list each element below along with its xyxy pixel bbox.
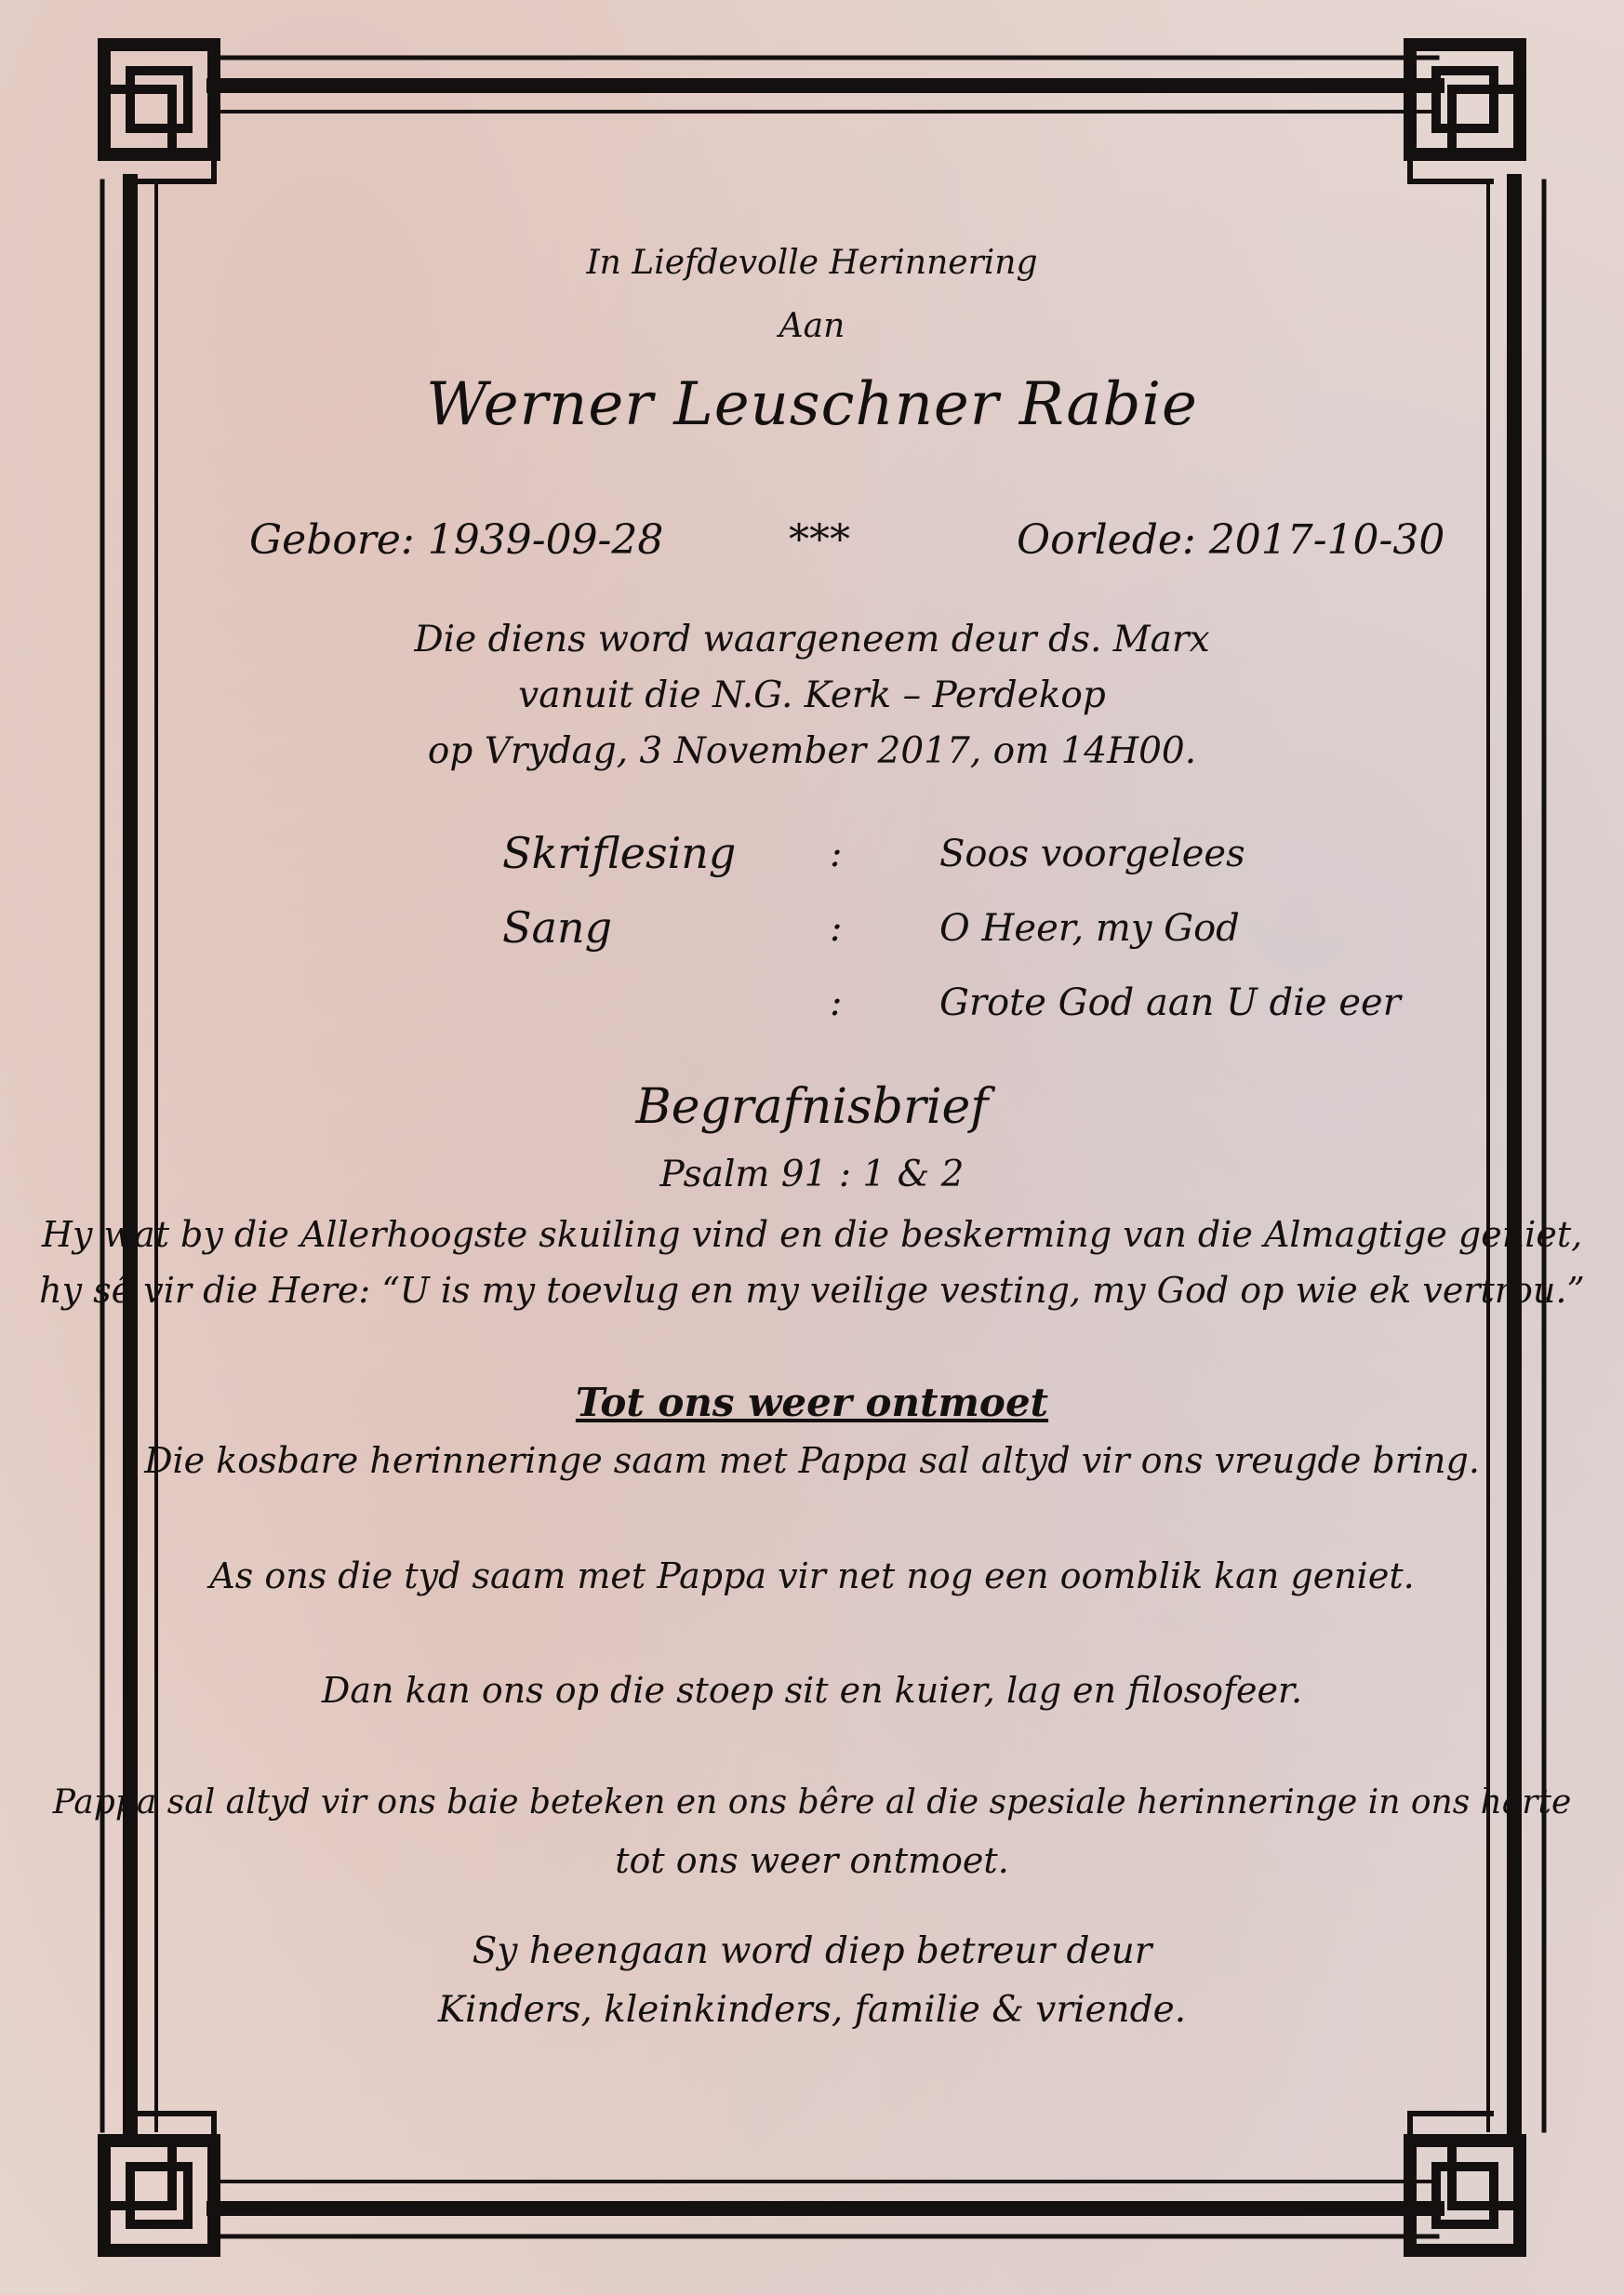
date-separator: ***	[789, 516, 850, 564]
service-venue: vanuit die N.G. Kerk – Perdekop	[518, 674, 1106, 716]
program-colon: :	[830, 907, 843, 950]
death-date: Oorlede: 2017-10-30	[1017, 516, 1445, 564]
program-colon: :	[830, 833, 843, 875]
poem-line: Die kosbare herinneringe saam met Pappa sal altyd vir ons vreugde bring.	[144, 1440, 1480, 1481]
program-value: Grote God aan U die eer	[939, 981, 1401, 1024]
closing-line: Kinders, kleinkinders, familie & vriende.	[437, 1989, 1187, 2031]
program-label: Sang	[502, 902, 613, 953]
psalm-reference: Psalm 91 : 1 & 2	[659, 1154, 965, 1195]
service-datetime: op Vrydag, 3 November 2017, om 14H00.	[427, 730, 1197, 772]
poem-line: Dan kan ons op die stoep sit en kuier, lag en filosofeer.	[321, 1670, 1303, 1711]
poem-line: Pappa sal altyd vir ons baie beteken en ons bêre al die spesiale herinneringe in ons harte	[52, 1783, 1572, 1821]
psalm-verse-line: hy sê vir die Here: “U is my toevlug en my veilige vesting, my God op wie ek vertrou.”	[39, 1270, 1585, 1311]
poem-line: tot ons weer ontmoet.	[615, 1840, 1009, 1881]
birth-date: Gebore: 1939-09-28	[249, 516, 664, 564]
program-colon: :	[830, 981, 843, 1024]
closing-line: Sy heengaan word diep betreur deur	[472, 1930, 1152, 1972]
service-officiant: Die diens word waargeneem deur ds. Marx	[414, 619, 1210, 660]
poem-line: As ons die tyd saam met Pappa vir net nog een oomblik kan geniet.	[209, 1555, 1415, 1596]
program-label: Skriflesing	[502, 828, 737, 878]
program-value: Soos voorgelees	[939, 833, 1245, 875]
deceased-name: Werner Leuschner Rabie	[426, 370, 1198, 439]
dedication-to: Aan	[779, 307, 845, 345]
dedication-line: In Liefdevolle Herinnering	[586, 244, 1038, 282]
letter-title: Begrafnisbrief	[635, 1079, 989, 1135]
poem-heading: Tot ons weer ontmoet	[575, 1380, 1049, 1425]
program-value: O Heer, my God	[939, 907, 1240, 950]
psalm-verse-line: Hy wat by die Allerhoogste skuiling vind en die beskerming van die Almagtige geniet,	[41, 1214, 1583, 1255]
